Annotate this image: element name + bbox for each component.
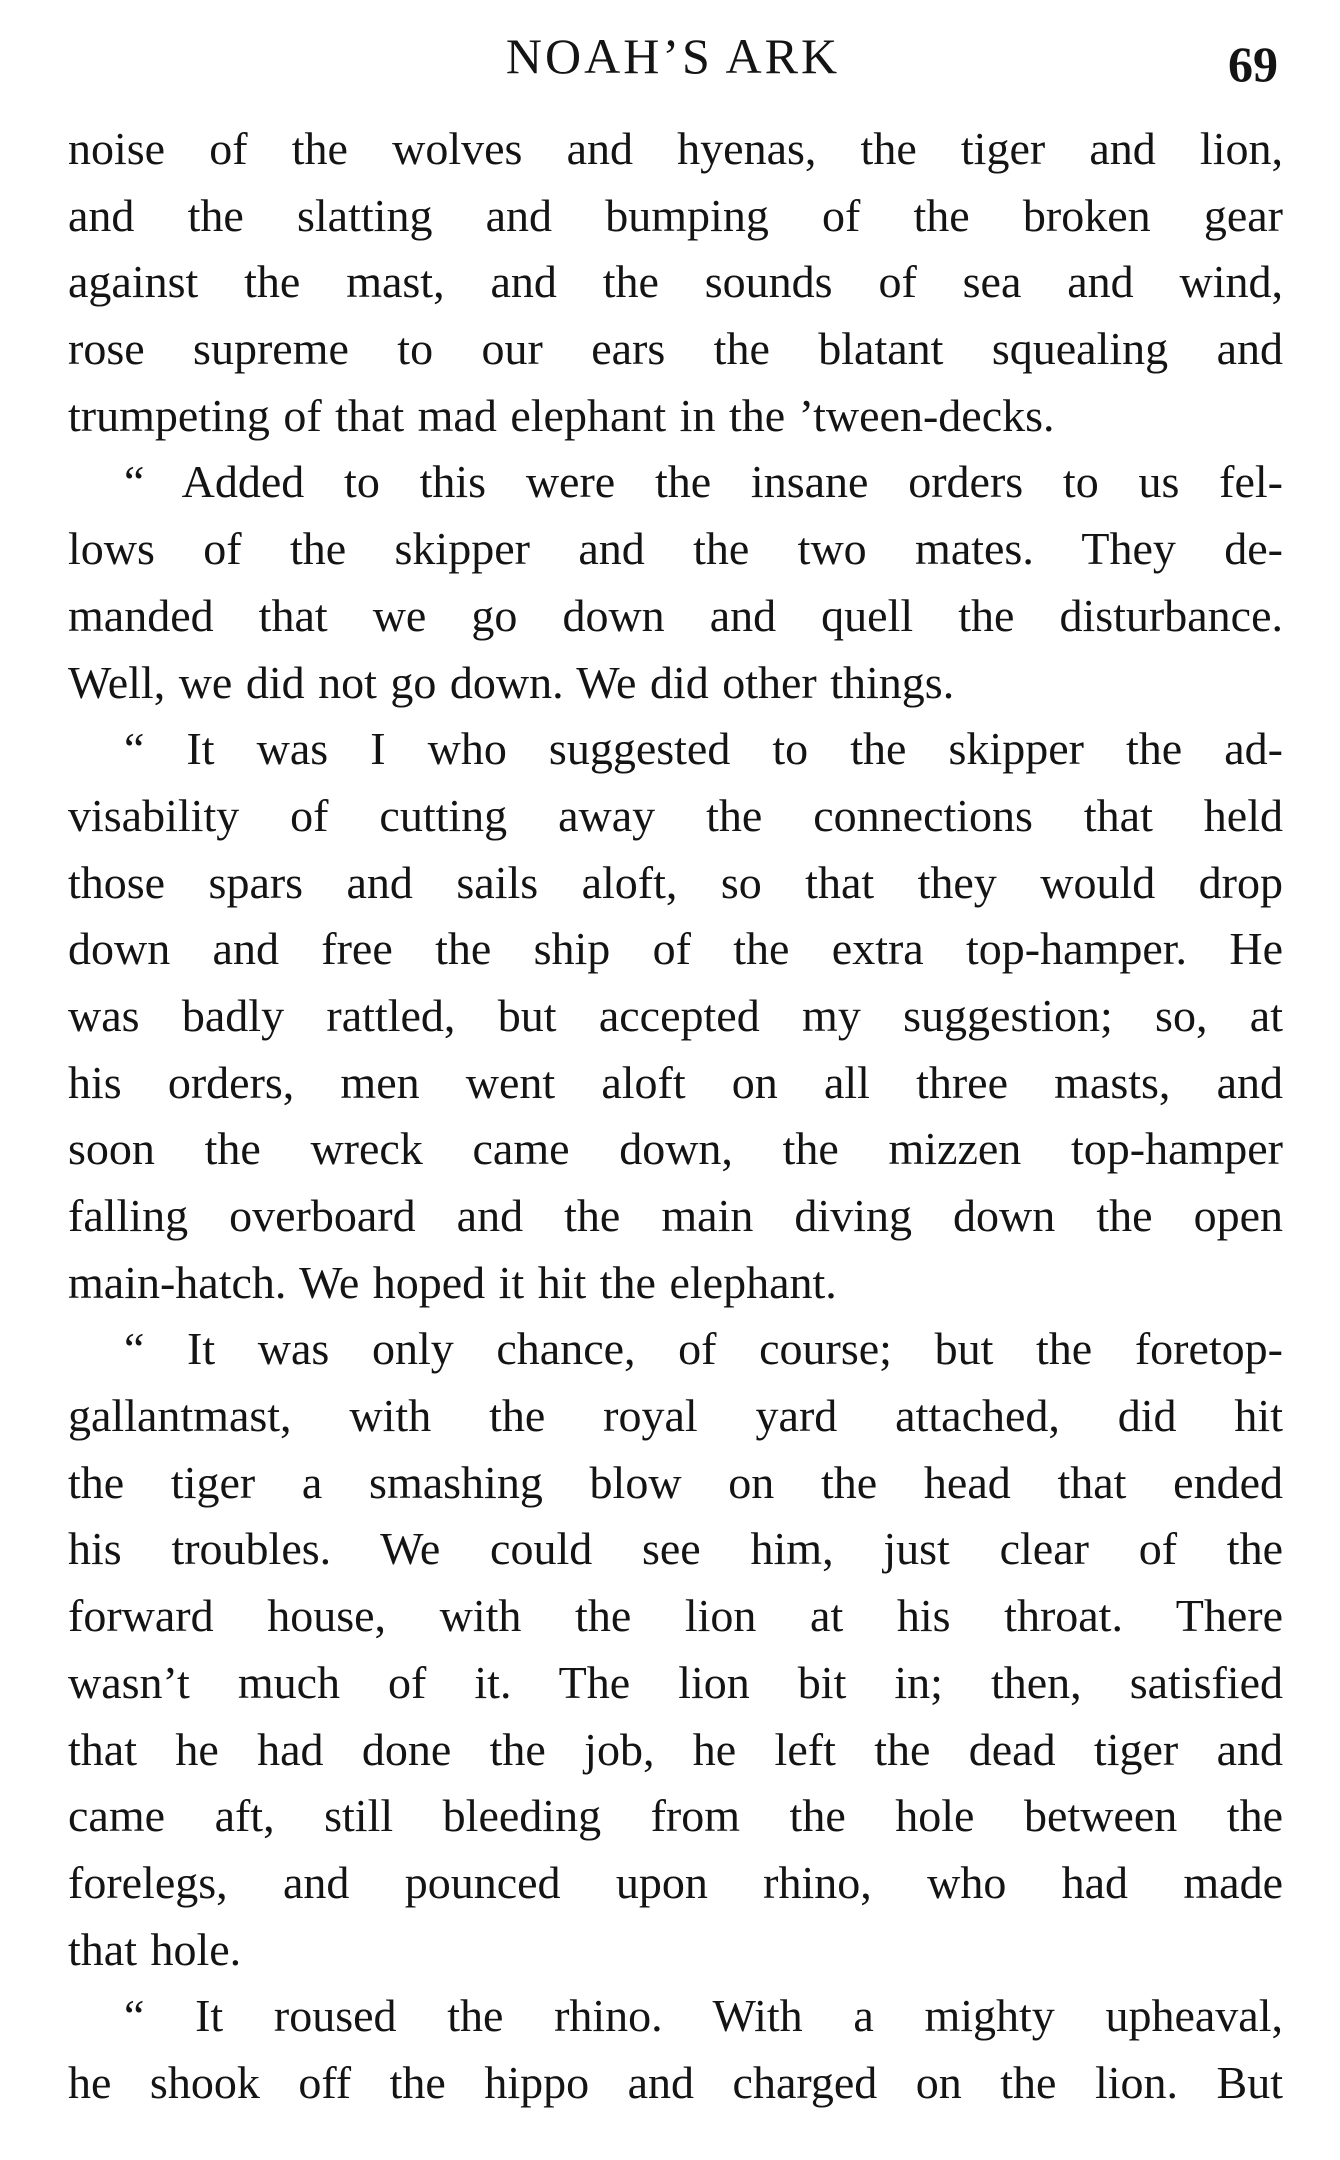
text-line: Well, we did not go down. We did other things. <box>68 656 955 708</box>
text-line: that hole. <box>68 1923 242 1975</box>
text-line: his troubles. We could see him, just clear of the <box>68 1523 1283 1575</box>
text-line: rose supreme to our ears the blatant squealing and <box>68 323 1283 375</box>
text-line: forelegs, and pounced upon rhino, who had made <box>68 1856 1283 1908</box>
text-line: trumpeting of that mad elephant in the ’tween-decks. <box>68 389 1055 441</box>
text-line: wasn’t much of it. The lion bit in; then, satisfied <box>68 1656 1283 1708</box>
text-line: he shook off the hippo and charged on the lion. But <box>68 2056 1283 2108</box>
running-title: NOAH’S ARK <box>505 28 841 84</box>
text-line: visability of cutting away the connections that held <box>68 789 1283 841</box>
text-line: his orders, men went aloft on all three masts, and <box>68 1056 1283 1108</box>
text-line: lows of the skipper and the two mates. They de- <box>68 523 1283 575</box>
text-line: came aft, still bleeding from the hole between the <box>68 1790 1283 1842</box>
text-line: manded that we go down and quell the disturbance. <box>68 589 1283 641</box>
text-line: “ It roused the rhino. With a mighty upheaval, <box>124 1990 1283 2042</box>
text-line: noise of the wolves and hyenas, the tiger and lion, <box>68 123 1283 174</box>
text-line: forward house, with the lion at his throat. There <box>68 1590 1283 1642</box>
text-line: and the slatting and bumping of the broken gear <box>68 189 1283 241</box>
text-line: that he had done the job, he left the dead tiger and <box>68 1723 1283 1775</box>
text-line: falling overboard and the main diving down the open <box>68 1190 1283 1241</box>
text-line: “ Added to this were the insane orders to us fel- <box>124 456 1283 508</box>
text-line: soon the wreck came down, the mizzen top-hamper <box>68 1123 1283 1175</box>
body-text <box>68 116 1283 2117</box>
text-line: the tiger a smashing blow on the head that ended <box>68 1456 1283 1508</box>
text-line: “ It was I who suggested to the skipper the ad- <box>124 723 1283 775</box>
text-line: was badly rattled, but accepted my suggestion; so, at <box>68 989 1283 1041</box>
text-line: down and free the ship of the extra top-hamper. He <box>68 923 1283 975</box>
text-line: gallantmast, with the royal yard attached, did hit <box>68 1390 1283 1442</box>
text-line: those spars and sails aloft, so that they would drop <box>68 856 1283 908</box>
page-header <box>68 26 1278 96</box>
text-line: “ It was only chance, of course; but the foretop- <box>124 1323 1283 1375</box>
text-line: against the mast, and the sounds of sea and wind, <box>68 256 1283 308</box>
text-line: main-hatch. We hoped it hit the elephant. <box>68 1256 837 1308</box>
page-number: 69 <box>1228 36 1278 92</box>
